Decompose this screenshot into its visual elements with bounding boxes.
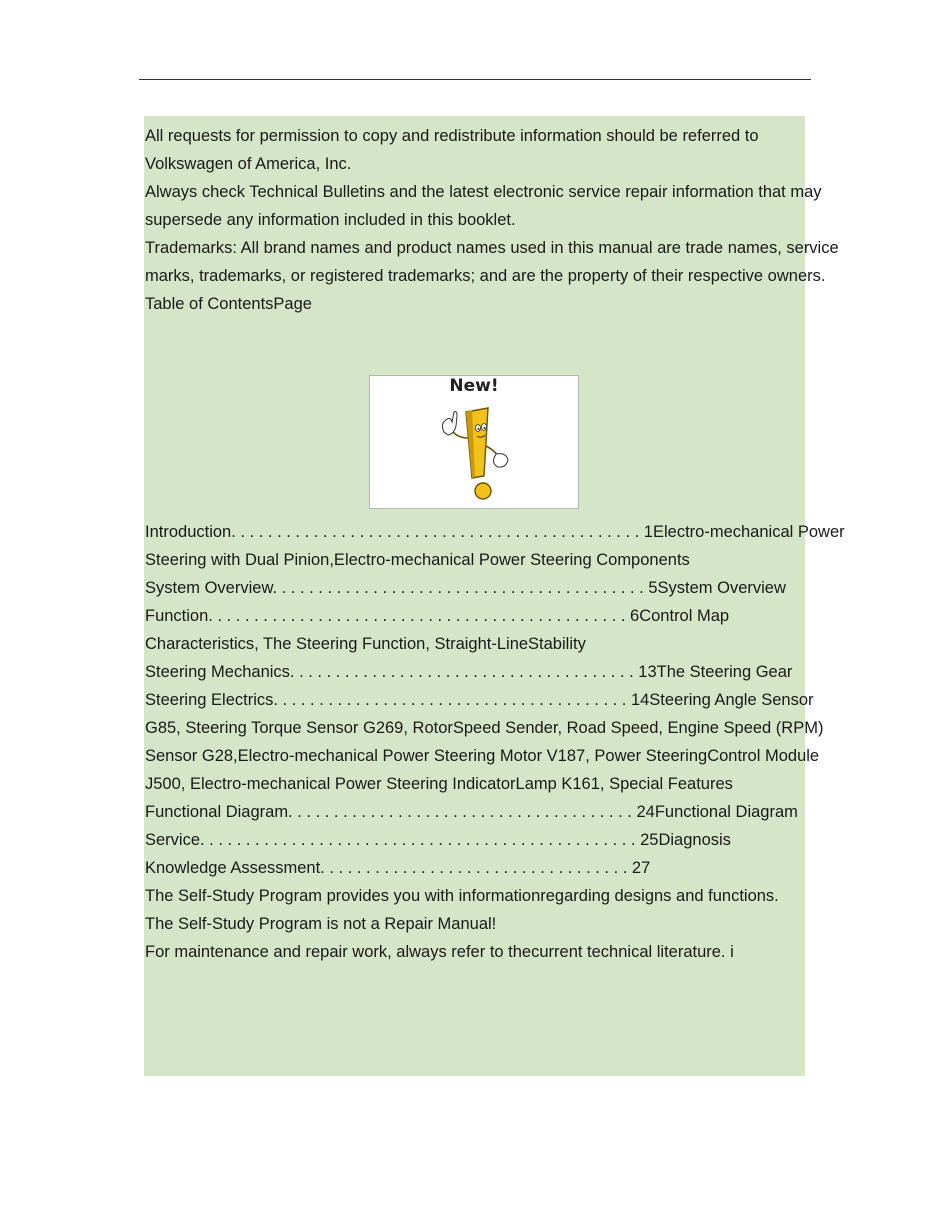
ssp-not-repair-manual: The Self-Study Program is not a Repair Manual! bbox=[145, 915, 497, 933]
toc-entry-function: Function. . . . . . . . . . . . . . . . . . . . . . . . . . . . . . . . . . . . . . . . . . . . . . 6Control Map Characteristics, The Steering Function, Straight-LineStability bbox=[145, 607, 730, 653]
trademarks-paragraph: Trademarks: All brand names and product names used in this manual are trade names, service marks, trademarks, or registered trademarks; and are the property of their respective owners. bbox=[145, 239, 839, 285]
ssp-info-paragraph: The Self-Study Program provides you with informationregarding designs and functions. bbox=[145, 887, 779, 905]
toc-entry-functional-diagram: Functional Diagram. . . . . . . . . . . . . . . . . . . . . . . . . . . . . . . . . . . . . . 24Functional Diagram bbox=[145, 803, 798, 821]
new-illustration bbox=[369, 375, 579, 509]
maintenance-note: For maintenance and repair work, always refer to thecurrent technical literature. i bbox=[145, 943, 734, 961]
toc-entry-steering-electrics: Steering Electrics. . . . . . . . . . . . . . . . . . . . . . . . . . . . . . . . . . . . . . . 14Steering Angle Sensor G85, Steering Torque Sensor G269, RotorSpeed Sender, Road Speed, Engine Speed (RPM) Sensor G28,Electro-mechanical Power Steering Motor V187, Power SteeringControl Module J500, Electro-mechanical Power Steering IndicatorLamp K161, Special Features bbox=[145, 691, 824, 793]
new-label: New! bbox=[449, 376, 499, 396]
toc-section bbox=[145, 518, 845, 966]
permission-paragraph: All requests for permission to copy and redistribute information should be referred to Volkswagen of America, Inc. bbox=[145, 127, 759, 173]
toc-heading: Table of ContentsPage bbox=[145, 295, 312, 313]
header-rule bbox=[139, 79, 811, 80]
toc-entry-service: Service. . . . . . . . . . . . . . . . . . . . . . . . . . . . . . . . . . . . . . . . . . . . . . . . 25Diagnosis bbox=[145, 831, 731, 849]
toc-entry-steering-mechanics: Steering Mechanics. . . . . . . . . . . . . . . . . . . . . . . . . . . . . . . . . . . . . . 13The Steering Gear bbox=[145, 663, 793, 681]
toc-entry-introduction: Introduction. . . . . . . . . . . . . . . . . . . . . . . . . . . . . . . . . . . . . . . . . . . . . 1Electro-mechanical Power Steering with Dual Pinion,Electro-mechanical Power Steering Components bbox=[145, 523, 845, 569]
intro-section bbox=[145, 122, 845, 318]
toc-entry-system-overview: System Overview. . . . . . . . . . . . . . . . . . . . . . . . . . . . . . . . . . . . . . . . . 5System Overview bbox=[145, 579, 786, 597]
bulletins-paragraph: Always check Technical Bulletins and the latest electronic service repair information that may supersede any information included in this booklet. bbox=[145, 183, 822, 229]
exclamation-mascot-icon bbox=[370, 376, 578, 508]
toc-entry-knowledge-assessment: Knowledge Assessment. . . . . . . . . . . . . . . . . . . . . . . . . . . . . . . . . . 27 bbox=[145, 859, 651, 877]
